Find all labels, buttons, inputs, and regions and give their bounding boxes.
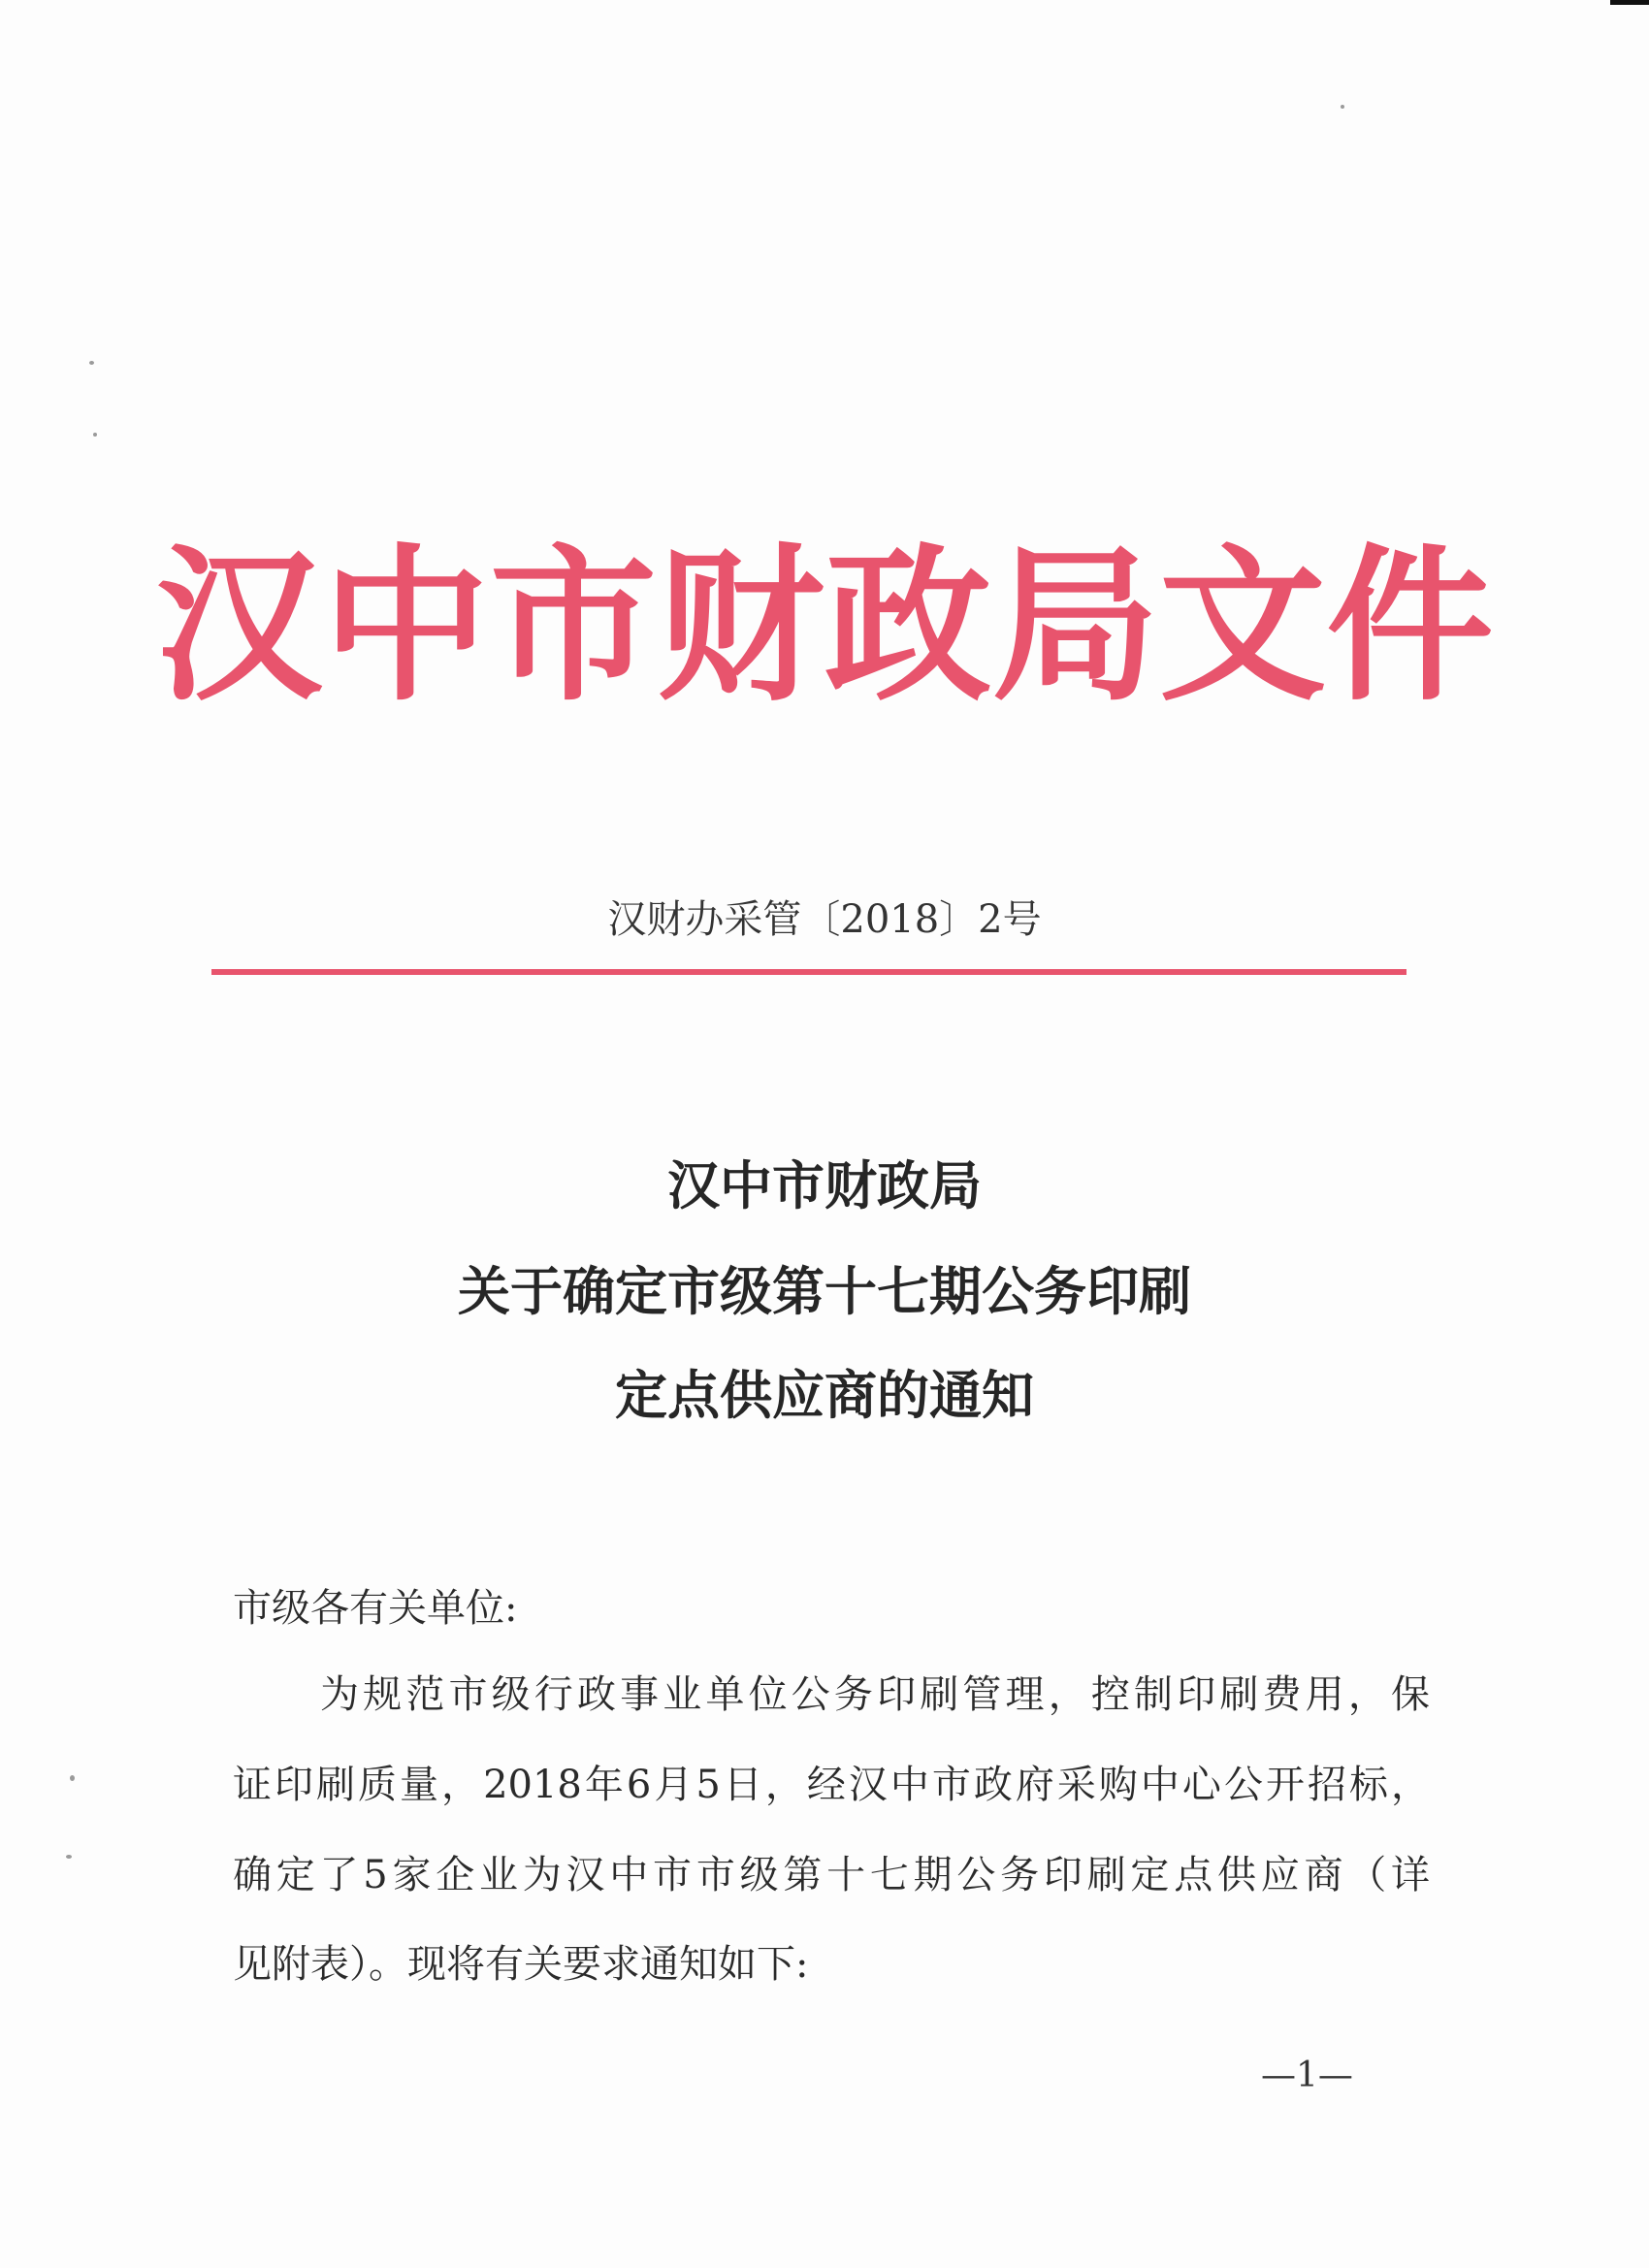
- scan-speck: [93, 433, 97, 437]
- salutation: 市级各有关单位:: [233, 1586, 518, 1631]
- scan-speck: [66, 1855, 72, 1859]
- document-number: 汉财办采管〔2018〕2号: [607, 897, 1042, 942]
- scan-speck: [1341, 105, 1344, 109]
- page-number: —1—: [1261, 2056, 1353, 2095]
- body-line-4: 见附表）。现将有关要求通知如下:: [233, 1942, 809, 1987]
- scan-corner-mark: [1610, 0, 1649, 5]
- title-line-2: 关于确定市级第十七期公务印刷: [458, 1260, 1191, 1322]
- body-line-2: 证印刷质量，2018年6月5日，经汉中市政府采购中心公开招标，: [233, 1763, 1430, 1807]
- red-divider-line: [211, 969, 1406, 975]
- scan-speck: [89, 361, 94, 365]
- body-line-3: 确定了5家企业为汉中市市级第十七期公务印刷定点供应商（详: [233, 1853, 1430, 1897]
- title-line-3: 定点供应商的通知: [615, 1364, 1034, 1426]
- document-masthead: 汉中市财政局文件: [155, 527, 1494, 724]
- scan-speck: [70, 1775, 75, 1781]
- title-line-1: 汉中市财政局: [667, 1154, 982, 1216]
- body-line-1: 为规范市级行政事业单位公务印刷管理，控制印刷费用，保: [320, 1672, 1430, 1717]
